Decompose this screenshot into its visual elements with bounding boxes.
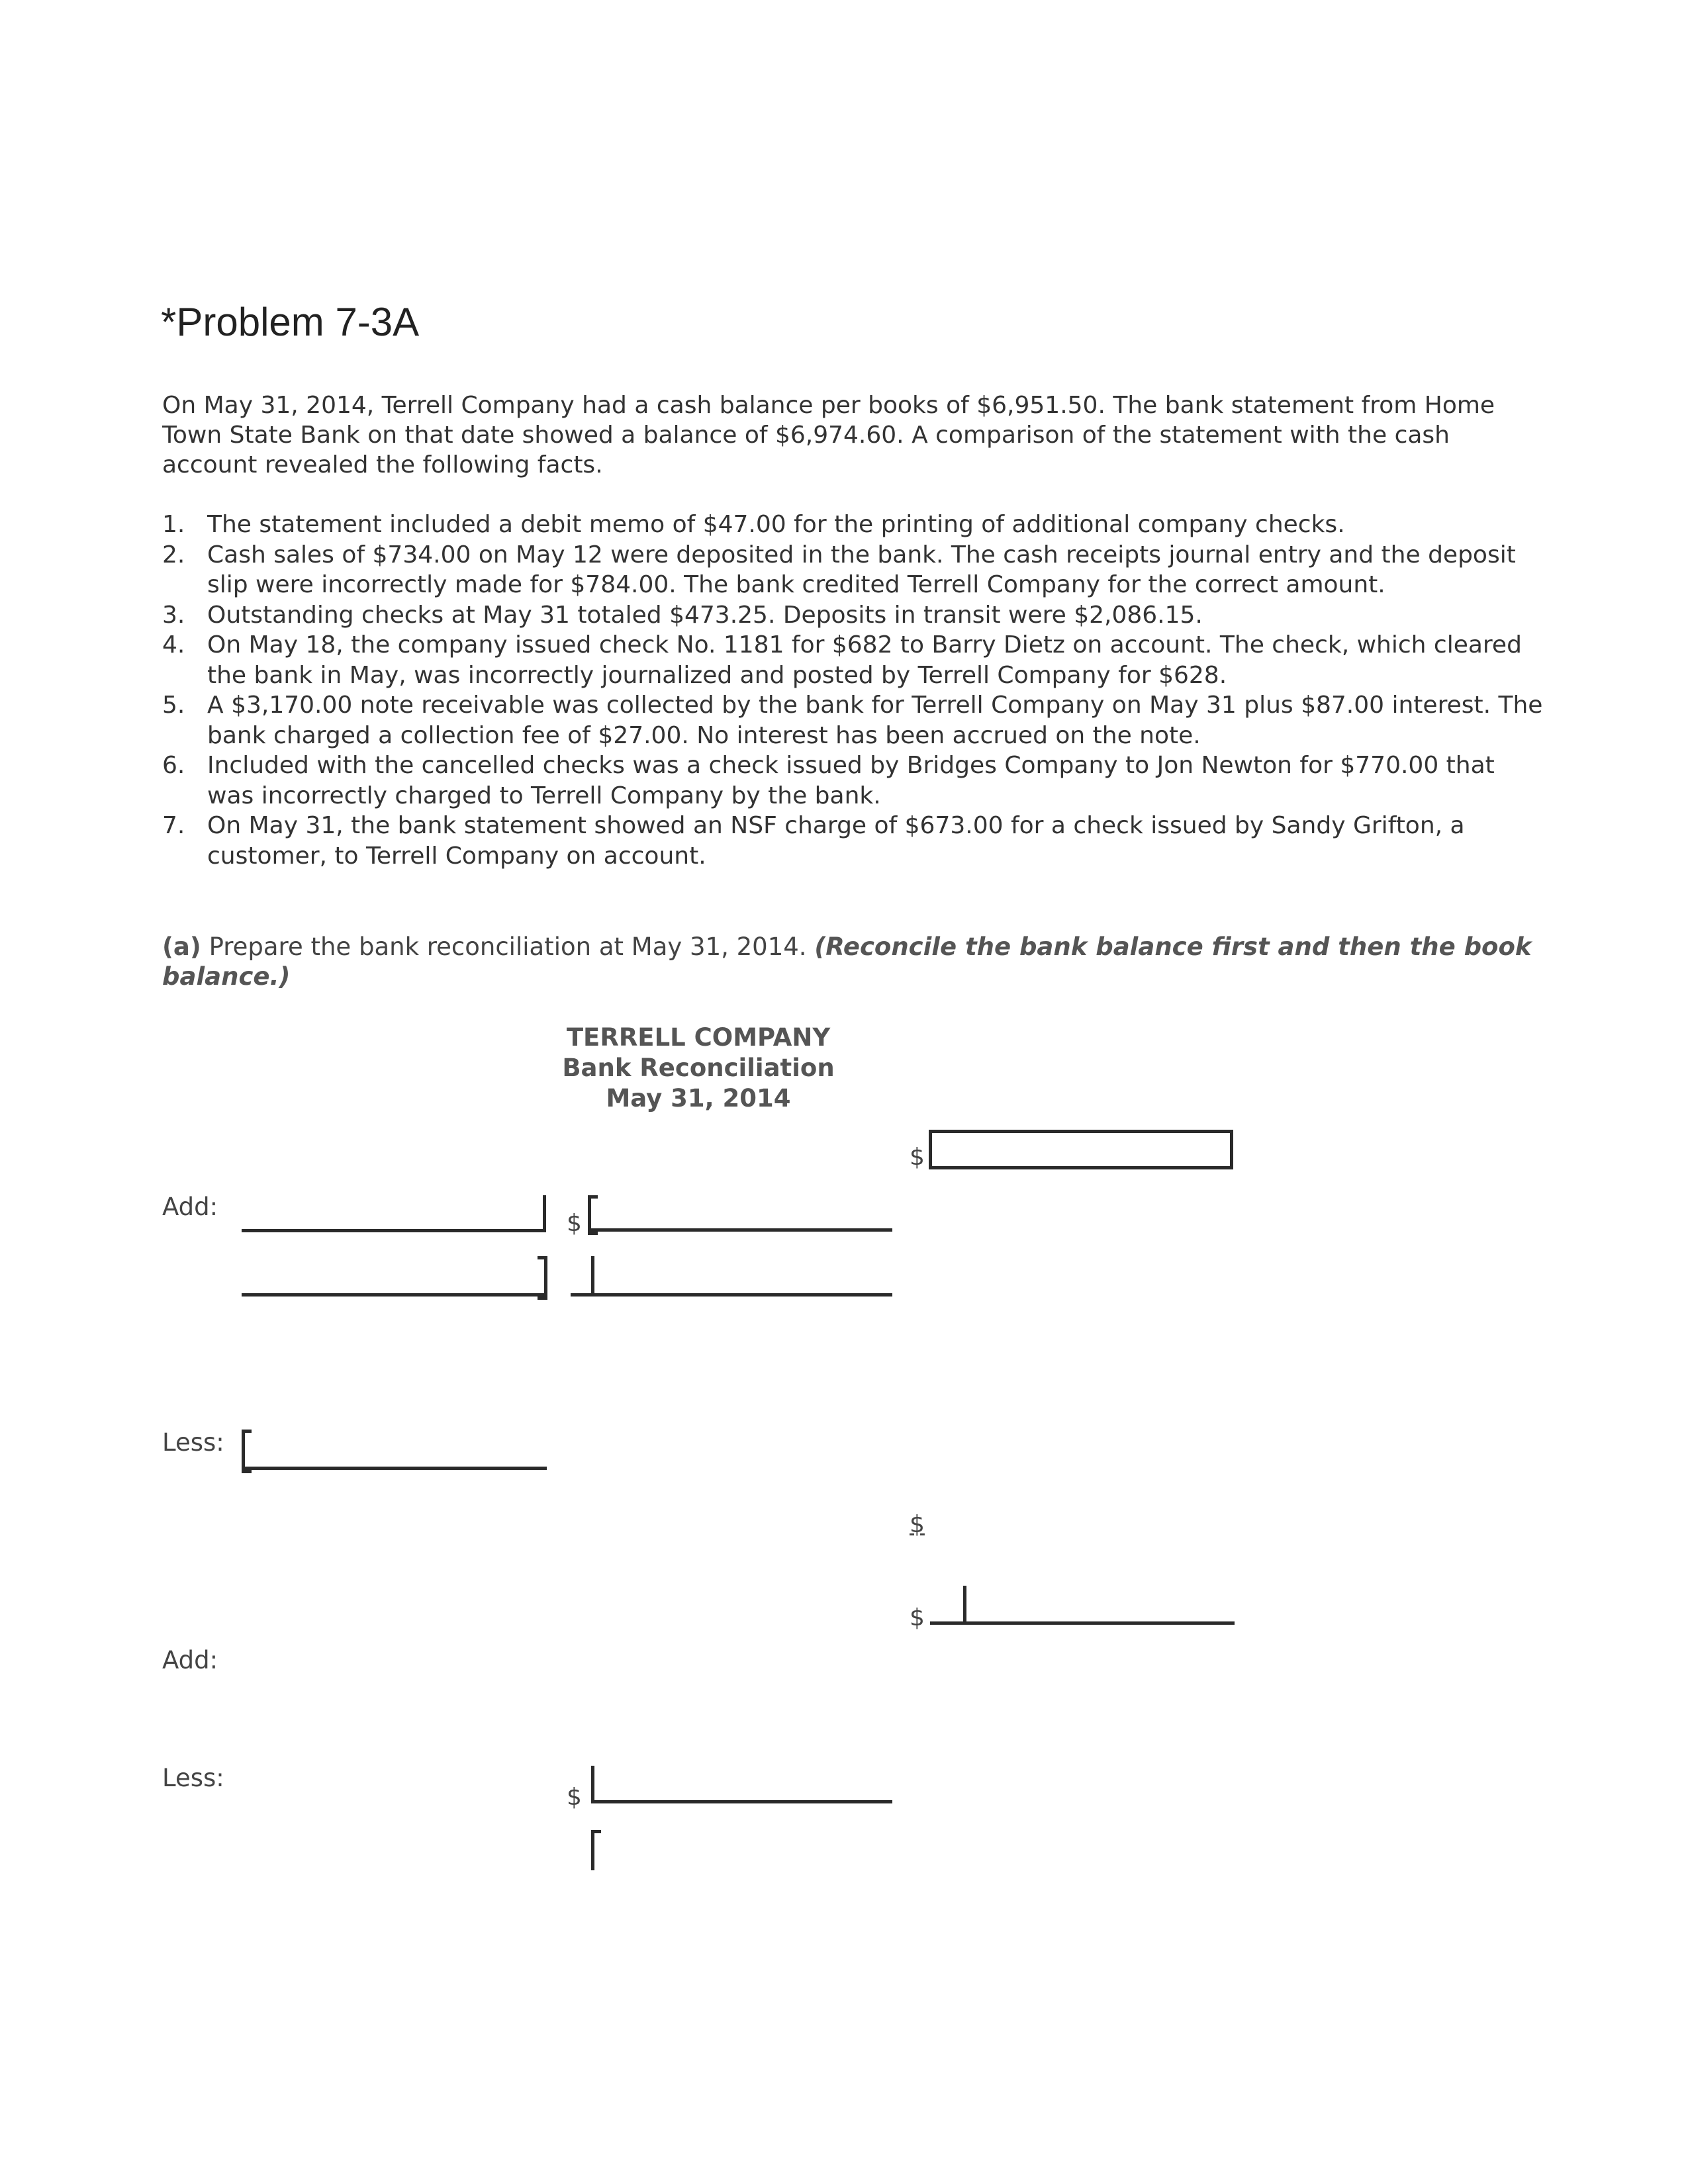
statement-name: Bank Reconciliation <box>562 1054 835 1082</box>
fact-item: 7. On May 31, the bank statement showed an NSF charge of $673.00 for a check issued by Sandy Grifton, a customer, to Terrell Company on account. <box>162 812 1465 870</box>
currency-symbol: $ <box>910 1144 925 1171</box>
currency-symbol: $ <box>567 1784 582 1811</box>
fact-item: 2. Cash sales of $734.00 on May 12 were deposited in the bank. The cash receipts journal entry and the deposit slip were incorrectly made for $784.00. The bank credited Terrell Company for the correct amount. <box>162 541 1516 598</box>
reconciliation-heading <box>503 1023 894 1114</box>
fact-item: 3. Outstanding checks at May 31 totaled $473.25. Deposits in transit were $2,086.15. <box>162 601 1203 629</box>
currency-symbol: $ <box>567 1210 582 1237</box>
facts-list <box>162 510 1546 871</box>
currency-symbol: $ <box>910 1604 925 1631</box>
add-label-bank: Add: <box>162 1193 218 1221</box>
less-label-book: Less: <box>162 1764 224 1792</box>
currency-symbol: $ <box>910 1511 925 1538</box>
problem-title: *Problem 7-3A <box>161 300 420 344</box>
company-name: TERRELL COMPANY <box>566 1023 831 1052</box>
fact-item: 6. Included with the cancelled checks was a check issued by Bridges Company to Jon Newton for $770.00 that was incorrectly charged to Terrell Company by the bank. <box>162 752 1495 809</box>
fact-item: 4. On May 18, the company issued check No. 1181 for $682 to Barry Dietz on account. The check, which cleared the bank in May, was incorrectly journalized and posted by Terrell Company for $628. <box>162 631 1522 689</box>
intro-paragraph: On May 31, 2014, Terrell Company had a cash balance per books of $6,951.50. The bank statement from Home Town State Bank on that date showed a balance of $6,974.60. A comparison of the statement with the cash account revealed the following facts. <box>162 392 1495 478</box>
task-instruction: (a) Prepare the bank reconciliation at May 31, 2014. (Reconcile the bank balance first and then the book balance.) <box>162 933 1532 991</box>
less-label-bank: Less: <box>162 1428 224 1457</box>
fact-item: 1. The statement included a debit memo of $47.00 for the printing of additional company checks. <box>162 511 1345 538</box>
fact-item: 5. A $3,170.00 note receivable was collected by the bank for Terrell Company on May 31 plus $87.00 interest. The bank charged a collection fee of $27.00. No interest has been accrued on the note. <box>162 692 1543 749</box>
balance-per-bank-field[interactable] <box>929 1130 1233 1169</box>
add-label-book: Add: <box>162 1646 218 1674</box>
statement-date: May 31, 2014 <box>606 1084 791 1113</box>
